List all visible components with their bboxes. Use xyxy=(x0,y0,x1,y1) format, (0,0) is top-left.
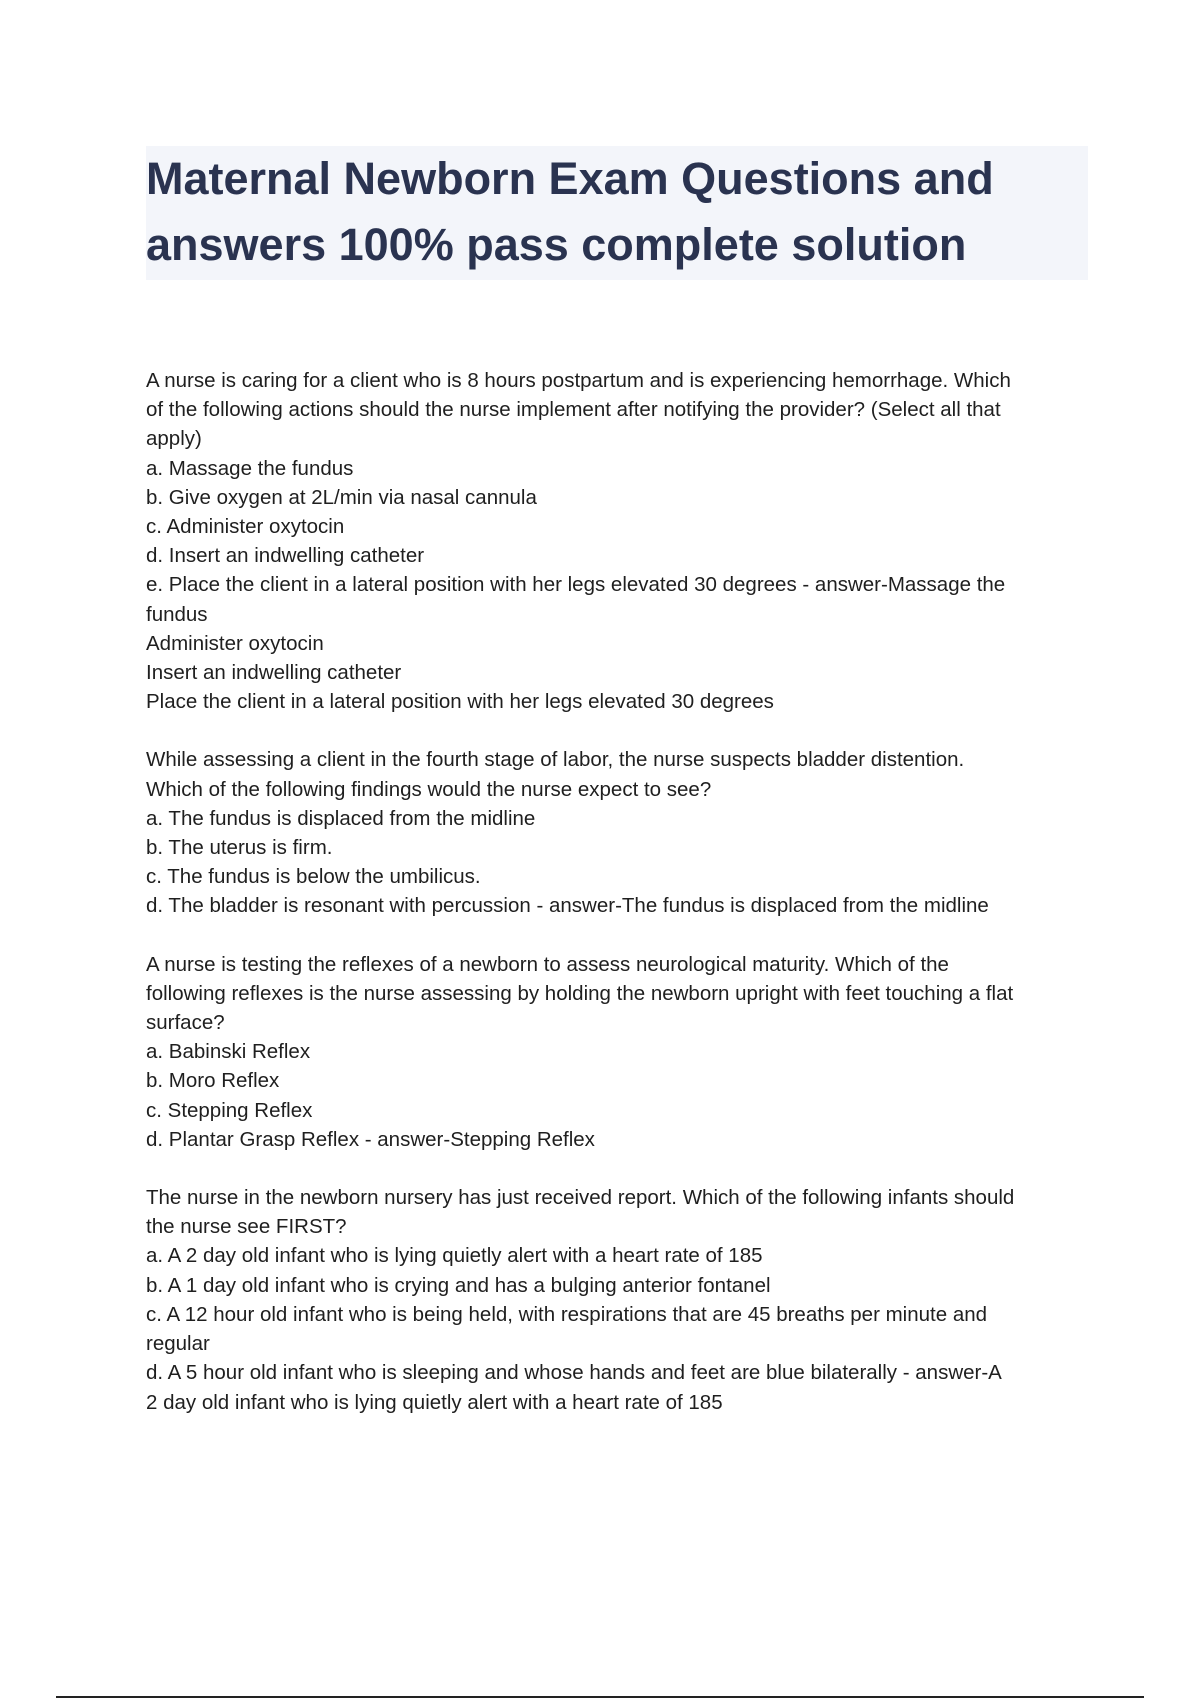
answer-option: c. Administer oxytocin xyxy=(146,515,345,539)
title-line: answers 100% pass complete solution xyxy=(146,219,967,270)
answer-option: d. The bladder is resonant with percussion - answer-The fundus is displaced from the midline xyxy=(146,894,989,918)
answer-option: c. The fundus is below the umbilicus. xyxy=(146,865,481,889)
document-title xyxy=(146,146,1088,278)
title-line: Maternal Newborn Exam Questions and xyxy=(146,153,994,204)
question-block-1 xyxy=(146,366,1094,716)
answer-text-line: fundus xyxy=(146,602,208,626)
answer-option: b. Give oxygen at 2L/min via nasal cannula xyxy=(146,485,537,509)
answer-option: c. Stepping Reflex xyxy=(146,1098,313,1122)
answer-option: regular xyxy=(146,1332,210,1356)
question-text-line: A nurse is testing the reflexes of a newborn to assess neurological maturity. Which of the xyxy=(146,952,949,976)
question-text-line: surface? xyxy=(146,1011,225,1035)
question-block-4 xyxy=(146,1183,1094,1417)
answer-option: c. A 12 hour old infant who is being held, with respirations that are 45 breaths per minute and xyxy=(146,1302,988,1326)
footer-divider xyxy=(56,1696,1144,1698)
answer-option: d. Insert an indwelling catheter xyxy=(146,544,425,568)
question-text-line: While assessing a client in the fourth stage of labor, the nurse suspects bladder distention. xyxy=(146,748,965,772)
answer-option: e. Place the client in a lateral position with her legs elevated 30 degrees - answer-Massage the xyxy=(146,573,1006,597)
question-text-line: Which of the following findings would the nurse expect to see? xyxy=(146,777,712,801)
answer-option: b. The uterus is firm. xyxy=(146,836,333,860)
question-text-line: of the following actions should the nurse implement after notifying the provider? (Select all that xyxy=(146,398,1001,422)
question-text-line: the nurse see FIRST? xyxy=(146,1215,347,1239)
question-text-line: apply) xyxy=(146,427,202,451)
answer-option: d. A 5 hour old infant who is sleeping and whose hands and feet are blue bilaterally - answer-A xyxy=(146,1361,1002,1385)
answer-option: b. A 1 day old infant who is crying and has a bulging anterior fontanel xyxy=(146,1273,771,1297)
answer-option: a. Babinski Reflex xyxy=(146,1040,311,1064)
question-block-2 xyxy=(146,745,1094,920)
answer-option: a. Massage the fundus xyxy=(146,456,354,480)
question-text-line: A nurse is caring for a client who is 8 hours postpartum and is experiencing hemorrhage. Which xyxy=(146,369,1011,392)
answer-text-line: Insert an indwelling catheter xyxy=(146,661,402,685)
answer-option: a. The fundus is displaced from the midline xyxy=(146,806,536,830)
title-box xyxy=(146,146,1088,280)
question-text-line: following reflexes is the nurse assessing by holding the newborn upright with feet touching a flat xyxy=(146,981,1014,1005)
answer-text-line: Place the client in a lateral position with her legs elevated 30 degrees xyxy=(146,690,774,714)
answer-text-line: Administer oxytocin xyxy=(146,631,324,655)
document-body xyxy=(146,366,1094,1446)
answer-text-line: 2 day old infant who is lying quietly alert with a heart rate of 185 xyxy=(146,1390,723,1414)
question-block-3 xyxy=(146,950,1094,1154)
answer-option: a. A 2 day old infant who is lying quietly alert with a heart rate of 185 xyxy=(146,1244,763,1268)
question-text-line: The nurse in the newborn nursery has just received report. Which of the following infants should xyxy=(146,1186,1015,1210)
answer-option: b. Moro Reflex xyxy=(146,1069,280,1093)
answer-option: d. Plantar Grasp Reflex - answer-Stepping Reflex xyxy=(146,1127,595,1151)
